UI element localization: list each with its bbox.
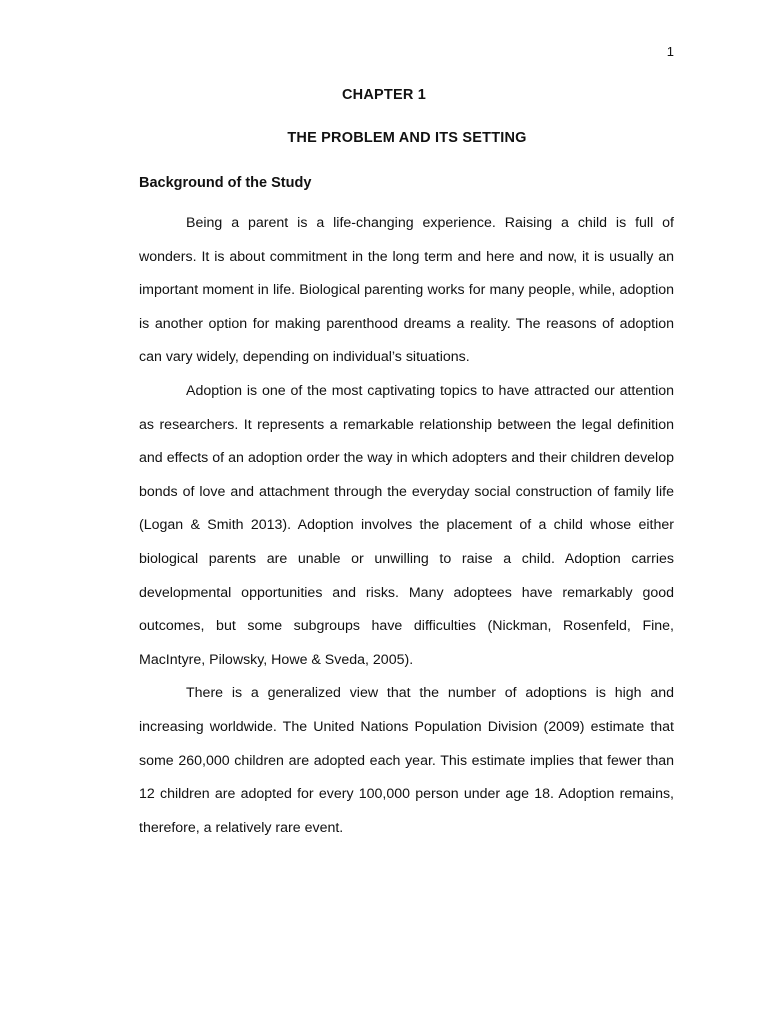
body-text xyxy=(139,207,674,845)
paragraph-1: Being a parent is a life-changing experience. Raising a child is full of wonders. It is about commitment in the long term and here and now, it is usually an important moment in life. Biological parenting works for many people, while, adoption is another option for making parenthood dreams a reality. The reasons of adoption can vary widely, depending on individual’s situations. xyxy=(139,215,674,366)
paragraph-3: There is a generalized view that the number of adoptions is high and increasing worldwide. The United Nations Population Division (2009) estimate that some 260,000 children are adopted each year. This estimate implies that fewer than 12 children are adopted for every 100,000 person under age 18. Adoption remains, therefore, a relatively rare event. xyxy=(139,685,674,836)
paragraph-2: Adoption is one of the most captivating topics to have attracted our attention as researchers. It represents a remarkable relationship between the legal definition and effects of an adoption order the way in which adopters and their children develop bonds of love and attachment through the everyday social construction of family life (Logan & Smith 2013). Adoption involves the placement of a child whose either biological parents are unable or unwilling to raise a child. Adoption carries developmental opportunities and risks. Many adoptees have remarkably good outcomes, but some subgroups have difficulties (Nickman, Rosenfeld, Fine, MacIntyre, Pilowsky, Howe & Sveda, 2005). xyxy=(139,382,674,668)
chapter-title: THE PROBLEM AND ITS SETTING xyxy=(287,130,527,146)
section-heading: Background of the Study xyxy=(139,175,312,191)
page-number: 1 xyxy=(666,44,674,59)
chapter-heading: CHAPTER 1 xyxy=(342,87,426,103)
